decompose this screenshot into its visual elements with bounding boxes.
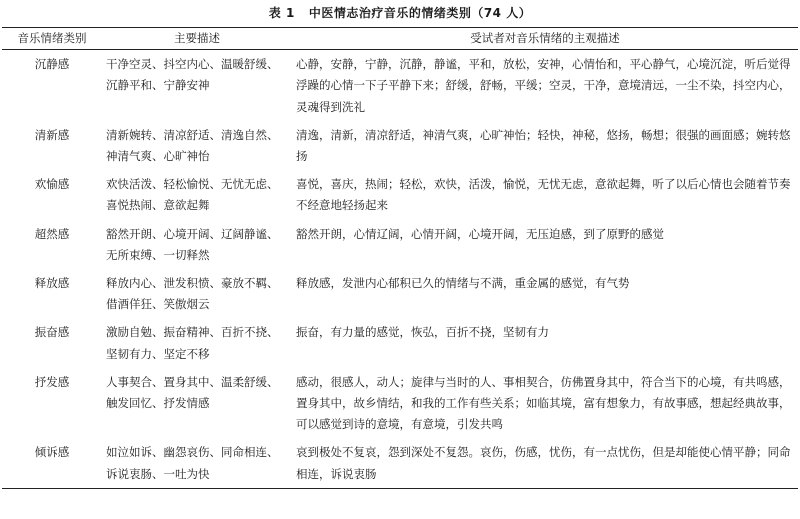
subjective-description-cell: 豁然开朗，心情辽阔，心情开阔，心境开阔，无压迫感，到了原野的感觉 xyxy=(296,226,664,241)
subjective-description-cell: 喜悦，喜庆，热闹；轻松，欢快，活泼，愉悦，无忧无虑，意欲起舞，听了以后心情也会随着节奏不经意地轻扬起来 xyxy=(296,177,791,213)
header-category: 音乐情绪类别 xyxy=(17,31,87,45)
table-row xyxy=(2,121,798,170)
table-row xyxy=(2,269,798,318)
emotion-table xyxy=(2,27,798,489)
table-row xyxy=(2,368,798,439)
main-description-cell: 干净空灵、抖空内心、温暖舒缓、沉静平和、宁静安神 xyxy=(106,57,279,93)
main-description-cell: 豁然开朗、心境开阔、辽阔静谧、无所束缚、一切释然 xyxy=(106,226,279,262)
category-cell: 释放感 xyxy=(34,276,70,291)
table-row xyxy=(2,170,798,219)
category-cell: 超然感 xyxy=(34,226,70,241)
main-description-cell: 欢快活泼、轻松愉悦、无忧无虑、喜悦热闹、意欲起舞 xyxy=(106,177,279,213)
table-row xyxy=(2,318,798,367)
table-header-row xyxy=(2,28,798,50)
subjective-description-cell: 释放感，发泄内心郁积已久的情绪与不满，重金属的感觉，有气势 xyxy=(296,276,630,291)
header-subjective-description: 受试者对音乐情绪的主观描述 xyxy=(470,31,620,45)
main-description-cell: 人事契合、置身其中、温柔舒缓、触发回忆、抒发情感 xyxy=(106,374,279,411)
category-cell: 倾诉感 xyxy=(34,445,70,460)
main-description-cell: 清新婉转、清凉舒适、清逸自然、神清气爽、心旷神怡 xyxy=(106,127,279,164)
table-title: 中医情志治疗音乐的情绪类别（74 人） xyxy=(308,6,532,20)
header-main-description: 主要描述 xyxy=(174,31,220,45)
main-description-cell: 释放内心、泄发积愤、豪放不羁、借酒佯狂、笑傲烟云 xyxy=(106,276,279,312)
category-cell: 清新感 xyxy=(34,127,70,142)
category-cell: 沉静感 xyxy=(34,57,70,72)
table-row xyxy=(2,438,798,488)
table-caption xyxy=(0,4,800,21)
category-cell: 欢愉感 xyxy=(34,177,70,192)
main-description-cell: 如泣如诉、幽怨哀伤、同命相连、诉说衷肠、一吐为快 xyxy=(106,445,279,481)
subjective-description-cell: 心静，安静，宁静，沉静，静谧，平和，放松，安神，心情怡和，平心静气，心境沉淀，听后觉得浮躁的心情一下子平静下来；舒缓，舒畅，平缓；空灵，干净，意境清远，一尘不染，抖空内心，灵魂得到洗礼 xyxy=(296,57,791,114)
table-row xyxy=(2,50,798,121)
subjective-description-cell: 哀到极处不复哀，怨到深处不复怨。哀伤，伤感，忧伤，有一点忧伤，但是却能使心情平静；同命相连，诉说衷肠 xyxy=(296,445,791,481)
category-cell: 抒发感 xyxy=(34,374,70,389)
table-row xyxy=(2,220,798,269)
subjective-description-cell: 感动，很感人，动人；旋律与当时的人、事相契合，仿佛置身其中，符合当下的心境，有共鸣感，置身其中，故乡情结，和我的工作有些关系；如临其境，富有想象力，有故事感，想起经典故事，可以感觉到诗的意境，有意境，引发共鸣 xyxy=(296,374,791,432)
category-cell: 振奋感 xyxy=(34,325,70,340)
subjective-description-cell: 清逸，清新，清凉舒适，神清气爽，心旷神怡；轻快，神秘，悠扬，畅想；很强的画面感；婉转悠扬 xyxy=(296,127,791,164)
table-number: 表 1 xyxy=(268,6,295,20)
subjective-description-cell: 振奋，有力量的感觉，恢弘，百折不挠，坚韧有力 xyxy=(296,325,549,340)
main-description-cell: 激励自勉、振奋精神、百折不挠、坚韧有力、坚定不移 xyxy=(106,325,279,361)
